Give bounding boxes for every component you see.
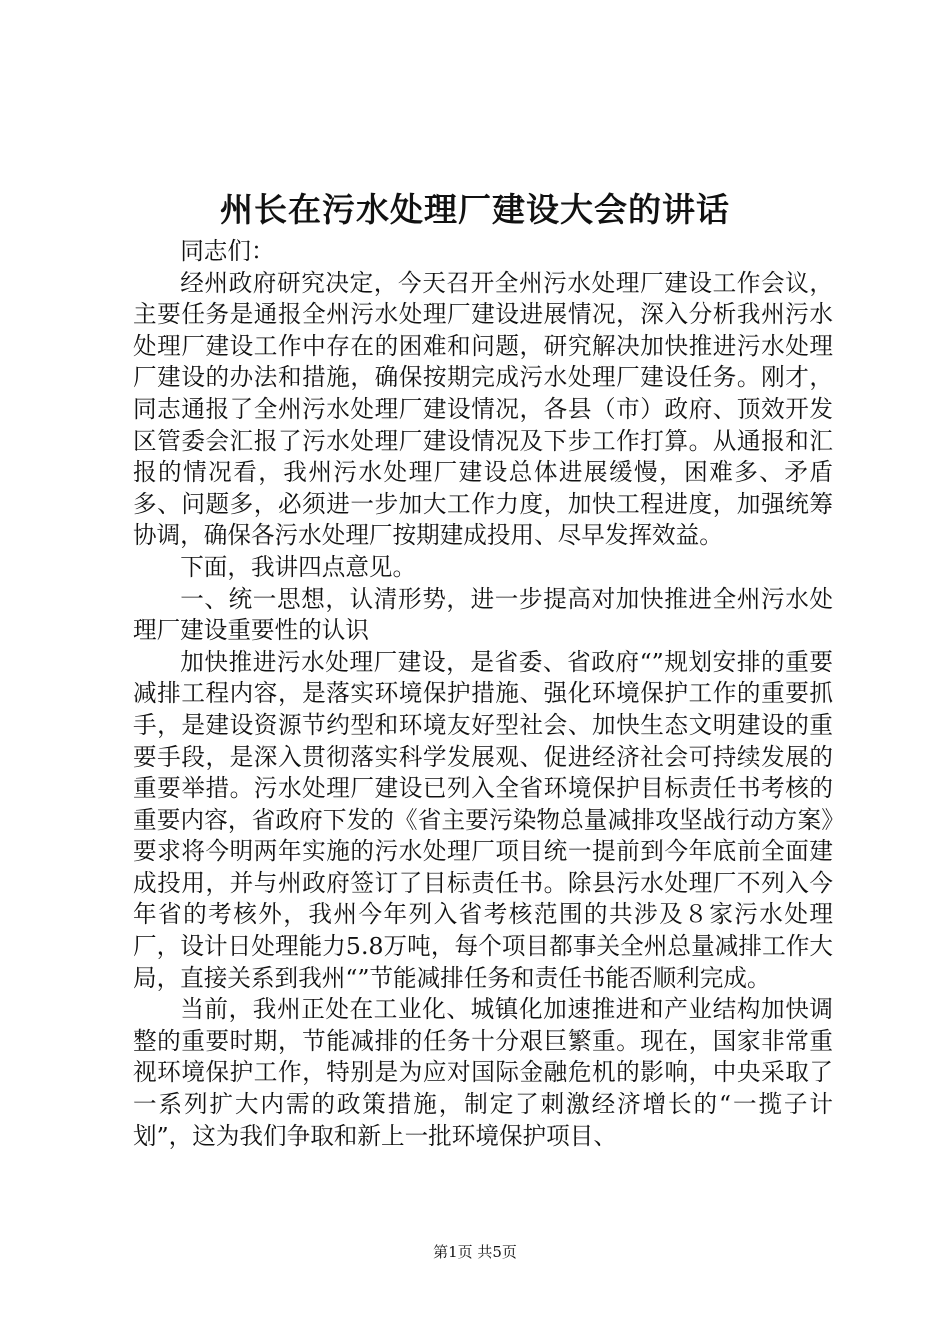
paragraph-intro: 经州政府研究决定，今天召开全州污水处理厂建设工作会议，主要任务是通报全州污水处理厂建设进展情况，深入分析我州污水处理厂建设工作中存在的困难和问题，研究解决加快推进污水处理厂建设的办法和措施，确保按期完成污水处理厂建设任务。刚才，同志通报了全州污水处理厂建设情况，各县（市）政府、顶效开发区管委会汇报了污水处理厂建设情况及下步工作打算。从通报和汇报的情况看，我州污水处理厂建设总体进展缓慢，困难多、矛盾多、问题多，必须进一步加大工作力度，加快工程进度，加强统筹协调，确保各污水处理厂按期建成投用、尽早发挥效益。 (133, 268, 833, 550)
page-number-footer: 第1页 共5页 (433, 1243, 517, 1261)
paragraph-importance: 加快推进污水处理厂建设，是省委、省政府“”规划安排的重要减排工程内容，是落实环境保护措施、强化环境保护工作的重要抓手，是建设资源节约型和环境友好型社会、加快生态文明建设的重要手段，是深入贯彻落实科学发展观、促进经济社会可持续发展的重要举措。污水处理厂建设已列入全省环境保护目标责任书考核的重要内容，省政府下发的《省主要污染物总量减排攻坚战行动方案》要求将今明两年实施的污水处理厂项目统一提前到今年底前全面建成投用，并与州政府签订了目标责任书。除县污水处理厂不列入今年省的考核外，我州今年列入省考核范围的共涉及８家污水处理厂，设计日处理能力5.8万吨，每个项目都事关全州总量减排工作大局，直接关系到我州“”节能减排任务和责任书能否顺利完成。 (133, 647, 833, 992)
document-body (133, 236, 833, 1152)
section-heading-1: 一、统一思想，认清形势，进一步提高对加快推进全州污水处理厂建设重要性的认识 (133, 584, 833, 645)
paragraph-current-situation: 当前，我州正处在工业化、城镇化加速推进和产业结构加快调整的重要时期，节能减排的任务十分艰巨繁重。现在，国家非常重视环境保护工作，特别是为应对国际金融危机的影响，中央采取了一系列扩大内需的政策措施，制定了刺激经济增长的“一揽子计划”，这为我们争取和新上一批环境保护项目、 (133, 995, 833, 1150)
paragraph-outline: 下面，我讲四点意见。 (180, 552, 417, 581)
salutation: 同志们： (180, 237, 275, 265)
document-title: 州长在污水处理厂建设大会的讲话 (220, 190, 730, 229)
